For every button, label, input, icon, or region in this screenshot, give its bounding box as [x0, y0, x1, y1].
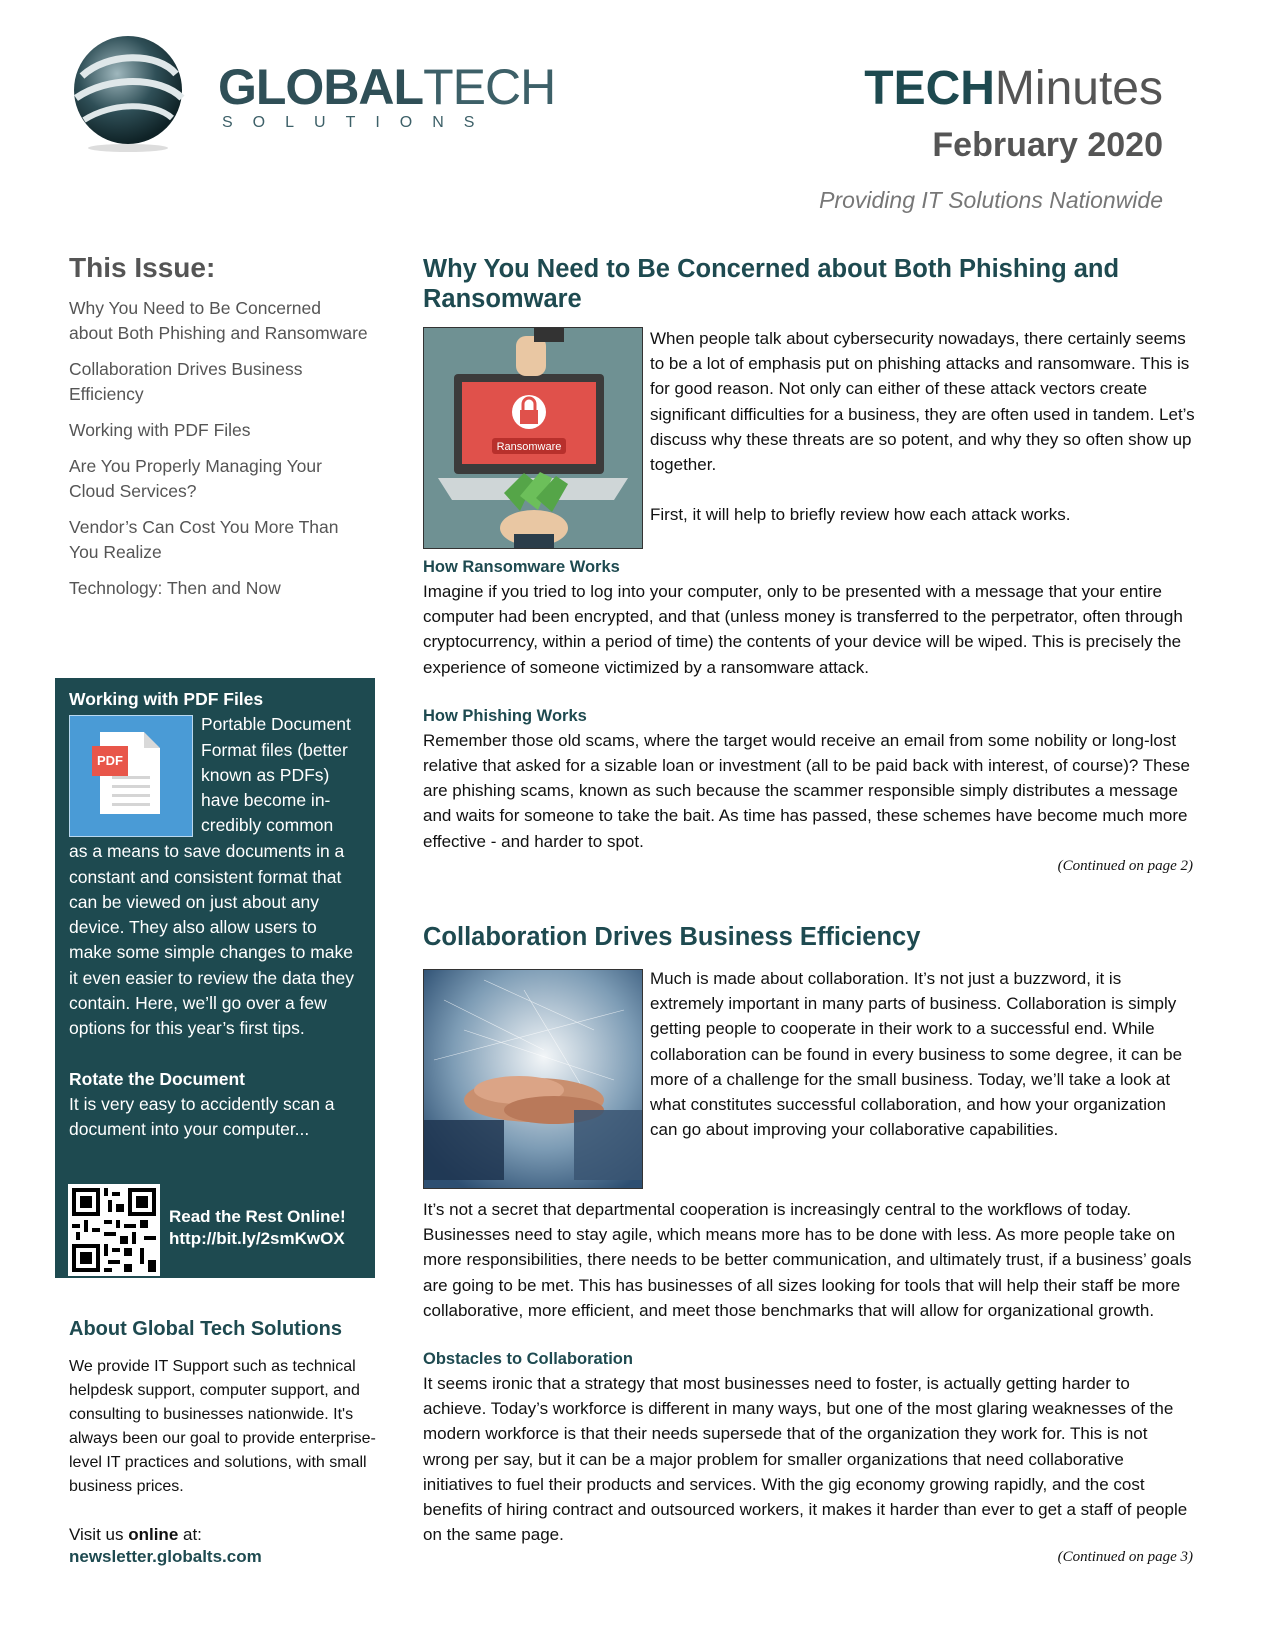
issue-date: February 2020 — [932, 126, 1163, 164]
brand-subtitle: SOLUTIONS — [222, 114, 495, 131]
article1-body — [423, 555, 1193, 875]
tagline: Providing IT Solutions Nationwide — [819, 187, 1163, 213]
toc-item[interactable]: Are You Properly Managing Your Cloud Services? — [69, 456, 322, 501]
about-body: We provide IT Support such as technical helpdesk support, computer support, and consulting to businesses nationwide. It's always been our goal to provide enterprise-level IT practices and solutions, with small business prices. — [69, 1358, 376, 1495]
sidebar-wrap-line: Format files (better — [201, 739, 348, 760]
article1-intro2-text: First, it will help to briefly review how each attack works. — [650, 505, 1071, 525]
sidebar-para: as a means to save documents in a constant and consistent format that can be viewed on just about any device. They also allow users to make some simple changes to make it even easier to review the data they contain. Here, we’ll go over a few options for this year’s first tips. — [69, 841, 355, 1039]
team-hands-icon — [424, 970, 642, 1188]
toc-item[interactable]: Collaboration Drives Business Efficiency — [69, 359, 303, 404]
brand-name-bold: GLOBAL — [218, 59, 424, 115]
article2-body — [423, 1197, 1193, 1566]
masthead-title-thin: Minutes — [994, 62, 1163, 115]
brand-name-thin: TECH — [423, 59, 556, 115]
article1-intro-text: When people talk about cybersecurity nowadays, there certainly seems to be a lot of emphasis put on phishing attacks and ransomware. This is for good reason. Not only can either of these attack vectors create significant difficulties for a business, they are often used in tandem. Let’s discuss why these threats are so potent, and why they so often show up together. — [650, 329, 1195, 475]
article1-intro — [650, 326, 1195, 528]
sidebar-wrap-line: known as PDFs) — [201, 764, 330, 785]
about-section — [69, 1318, 379, 1567]
brand-wordmark — [218, 59, 556, 132]
article1-sub2: How Phishing Works — [423, 706, 587, 725]
sidebar-para2: It is very easy to accidently scan a document into your computer... — [69, 1093, 335, 1140]
read-rest-link[interactable] — [169, 1206, 346, 1250]
toc-item[interactable]: Working with PDF Files — [69, 420, 251, 440]
ransomware-laptop-icon — [424, 328, 642, 548]
toc-item[interactable]: Why You Need to Be Concerned about Both Phishing and Ransomware — [69, 298, 368, 343]
toc-item[interactable]: Technology: Then and Now — [69, 578, 281, 598]
globe-logo-icon — [68, 32, 188, 152]
article1-continued[interactable]: (Continued on page 2) — [1057, 857, 1193, 874]
visit-prefix: Visit us — [69, 1525, 129, 1544]
ransomware-label: Ransomware — [496, 441, 562, 453]
newsletter-url-link[interactable]: newsletter.globalts.com — [69, 1547, 262, 1566]
masthead — [819, 62, 1163, 214]
pdf-file-icon — [69, 715, 193, 837]
article1-title: Why You Need to Be Concerned about Both Phishing and Ransomware — [423, 255, 1120, 313]
article2-para2: It seems ironic that a strategy that most businesses need to foster, is actually getting harder to achieve. Today’s workforce is different in many ways, but one of the most glaring weaknesses of the modern workforce is that their needs supersede that of the organization they work for. This is not wrong per say, but it can be a major problem for smaller organizations that need collaborative initiatives to fuel their products and services. With the gig economy growing rapidly, and the cost benefits of hiring contract and outsourced workers, it makes it harder than ever to get a staff of people on the same page. — [423, 1374, 1188, 1545]
sidebar-wrap-line: credibly common — [201, 815, 334, 836]
article2-continued[interactable]: (Continued on page 3) — [1057, 1549, 1193, 1566]
about-heading: About Global Tech Solutions — [69, 1318, 342, 1340]
article2-para1: It’s not a secret that departmental cooperation is increasingly central to the workflows of today. Businesses need to stay agile, which means more has to be done with less. As more people take on more responsibilities, there needs to be better communication, and ultimately trust, if a business’ goals are going to be met. This has businesses of all sizes looking for tools that will help their staff be more collaborative, more efficient, and meet those benchmarks that will allow for organizational growth. — [423, 1200, 1192, 1320]
article2-sub1: Obstacles to Collaboration — [423, 1350, 633, 1369]
read-rest-url[interactable]: http://bit.ly/2smKwOX — [169, 1229, 345, 1248]
toc-item[interactable]: Vendor’s Can Cost You More Than You Realize — [69, 517, 339, 562]
visit-line — [69, 1523, 379, 1547]
collaboration-image — [423, 969, 643, 1189]
masthead-title-bold: TECH — [864, 62, 995, 115]
sidebar-wrap-line: Portable Document — [201, 714, 351, 735]
article1-para1: Imagine if you tried to log into your computer, only to be presented with a message that your entire computer had been encrypted, and that (unless money is transferred to the perpetrator, often through cryptocurrency, within a period of time) the contents of your device will be wiped. This is precisely the experience of someone victimized by a ransomware attack. — [423, 582, 1183, 677]
this-issue-toc — [69, 252, 369, 612]
sidebar-wrap-line: have become in- — [201, 790, 331, 811]
pdf-tag: PDF — [92, 746, 128, 775]
sidebar-heading: Working with PDF Files — [69, 689, 264, 709]
sidebar-subheading: Rotate the Document — [69, 1068, 245, 1089]
article2-intro: Much is made about collaboration. It’s not just a buzzword, it is extremely important in many parts of business. Collaboration is simply getting people to cooperate in their work to a successful end. While collaboration can be found in every business to some degree, it can be more of a challenge for the small business. Today, we’ll take a look at what constitutes successful collaboration, and how your organization can go about improving your collaborative capabilities. — [650, 969, 1183, 1140]
qr-code-icon[interactable] — [68, 1184, 160, 1276]
visit-suffix: at: — [178, 1525, 202, 1544]
article2-title: Collaboration Drives Business Efficiency — [423, 923, 921, 951]
read-rest-label: Read the Rest Online! — [169, 1207, 346, 1226]
article1-sub1: How Ransomware Works — [423, 558, 620, 576]
ransomware-image — [423, 327, 643, 549]
article1-para2: Remember those old scams, where the target would receive an email from some nobility or long-lost relative that asked for a sizable loan or investment (all to be paid back with interest, of course)? These are phishing scams, known as such because the scammer responsible simply distributes a message and waits for someone to take the bait. As time has passed, these schemes have become much more effective - and harder to spot. — [423, 730, 1190, 851]
toc-heading: This Issue: — [69, 252, 216, 283]
visit-bold: online — [128, 1525, 179, 1544]
